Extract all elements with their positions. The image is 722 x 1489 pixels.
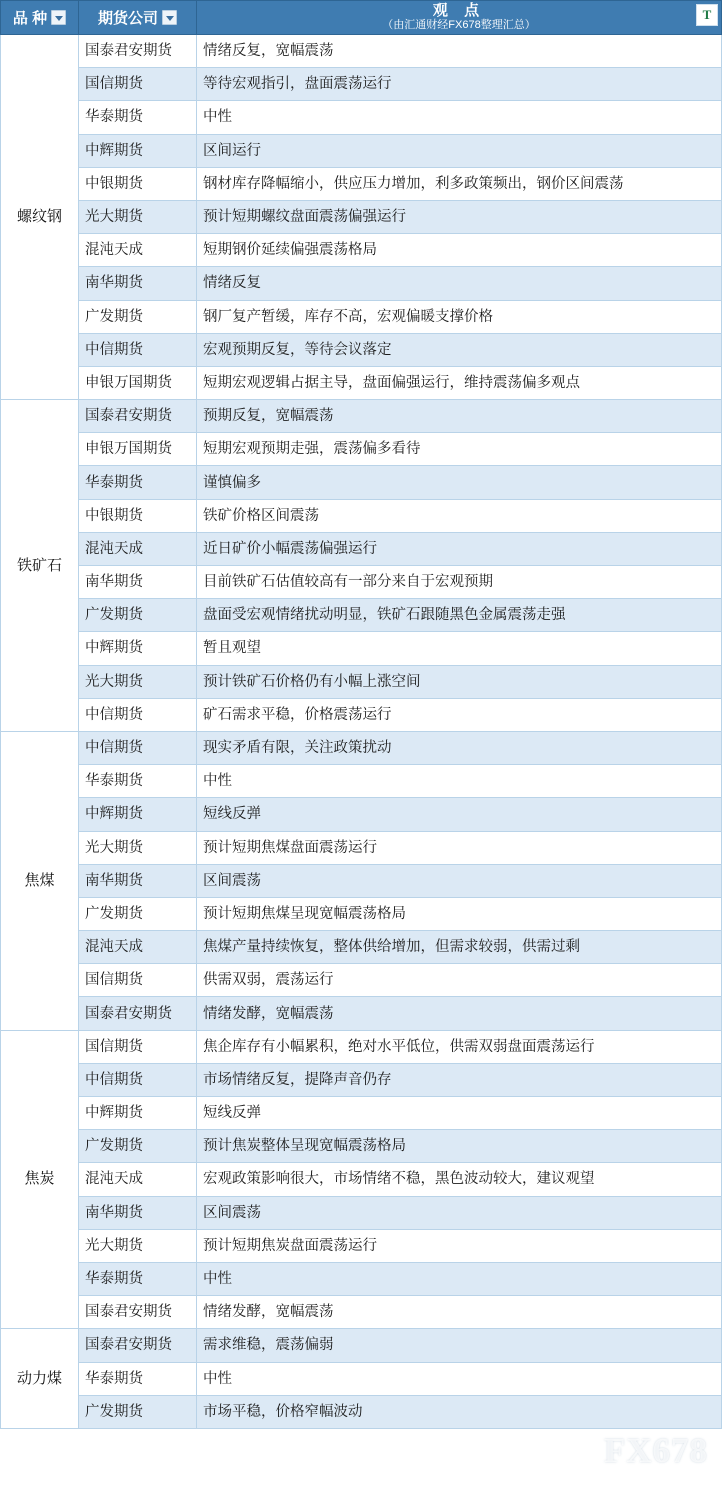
- column-header-firm[interactable]: [79, 1, 197, 35]
- column-header-view-source: （由汇通财经FX678整理汇总）: [382, 19, 536, 31]
- cell-firm: 南华期货: [79, 864, 197, 897]
- cell-firm: 广发期货: [79, 300, 197, 333]
- cell-firm: 国泰君安期货: [79, 997, 197, 1030]
- cell-view: 预计焦炭整体呈现宽幅震荡格局: [197, 1130, 722, 1163]
- cell-view: 短期钢价延续偏强震荡格局: [197, 234, 722, 267]
- table-header-row: [1, 1, 722, 35]
- table-row: [1, 566, 722, 599]
- table-row: [1, 1097, 722, 1130]
- cell-view: 中性: [197, 101, 722, 134]
- cell-view: 需求维稳，震荡偏弱: [197, 1329, 722, 1362]
- cell-view: 宏观政策影响很大，市场情绪不稳，黑色波动较大，建议观望: [197, 1163, 722, 1196]
- table-row: [1, 1030, 722, 1063]
- cell-firm: 南华期货: [79, 566, 197, 599]
- cell-firm: 国泰君安期货: [79, 35, 197, 68]
- cell-view: 供需双弱，震荡运行: [197, 964, 722, 997]
- cell-view: 预计短期焦煤呈现宽幅震荡格局: [197, 897, 722, 930]
- cell-view: 盘面受宏观情绪扰动明显，铁矿石跟随黑色金属震荡走强: [197, 599, 722, 632]
- table-row: [1, 731, 722, 764]
- cell-firm: 国泰君安期货: [79, 1296, 197, 1329]
- cell-firm: 中辉期货: [79, 798, 197, 831]
- cell-category: 焦煤: [1, 731, 79, 1030]
- cell-firm: 国泰君安期货: [79, 1329, 197, 1362]
- watermark-label: FX678: [603, 1431, 708, 1470]
- cell-category: 铁矿石: [1, 400, 79, 732]
- cell-view: 短线反弹: [197, 1097, 722, 1130]
- cell-firm: 混沌天成: [79, 931, 197, 964]
- cell-firm: 南华期货: [79, 267, 197, 300]
- cell-category: 螺纹钢: [1, 35, 79, 400]
- table-row: [1, 831, 722, 864]
- cell-firm: 华泰期货: [79, 466, 197, 499]
- cell-view: 钢厂复产暂缓，库存不高，宏观偏暖支撑价格: [197, 300, 722, 333]
- cell-firm: 广发期货: [79, 1395, 197, 1428]
- table-row: [1, 864, 722, 897]
- table-row: [1, 466, 722, 499]
- cell-view: 预计短期螺纹盘面震荡偏强运行: [197, 200, 722, 233]
- cell-firm: 华泰期货: [79, 765, 197, 798]
- cell-category: 焦炭: [1, 1030, 79, 1329]
- cell-view: 区间运行: [197, 134, 722, 167]
- cell-firm: 广发期货: [79, 1130, 197, 1163]
- table-row: [1, 897, 722, 930]
- table-row: [1, 1395, 722, 1428]
- table-row: [1, 1163, 722, 1196]
- cell-firm: 中银期货: [79, 499, 197, 532]
- cell-view: 情绪反复: [197, 267, 722, 300]
- filter-dropdown-icon-category[interactable]: [51, 10, 66, 25]
- table-row: [1, 1362, 722, 1395]
- cell-view: 市场平稳，价格窄幅波动: [197, 1395, 722, 1428]
- table-row: [1, 931, 722, 964]
- cell-view: 预计短期焦煤盘面震荡运行: [197, 831, 722, 864]
- cell-firm: 南华期货: [79, 1196, 197, 1229]
- column-header-firm-label: 期货公司: [97, 10, 158, 27]
- cell-view: 预计短期焦炭盘面震荡运行: [197, 1229, 722, 1262]
- cell-firm: 国泰君安期货: [79, 400, 197, 433]
- cell-view: 铁矿价格区间震荡: [197, 499, 722, 532]
- cell-firm: 中信期货: [79, 333, 197, 366]
- table-row: [1, 300, 722, 333]
- cell-view: 短期宏观预期走强，震荡偏多看待: [197, 433, 722, 466]
- table-row: [1, 499, 722, 532]
- table-row: [1, 366, 722, 399]
- cell-view: 预期反复，宽幅震荡: [197, 400, 722, 433]
- cell-view: 市场情绪反复，提降声音仍存: [197, 1063, 722, 1096]
- table-row: [1, 400, 722, 433]
- cell-view: 中性: [197, 1262, 722, 1295]
- table-row: [1, 698, 722, 731]
- cell-firm: 混沌天成: [79, 1163, 197, 1196]
- cell-firm: 中信期货: [79, 731, 197, 764]
- cell-firm: 华泰期货: [79, 101, 197, 134]
- cell-view: 短线反弹: [197, 798, 722, 831]
- table-row: [1, 1196, 722, 1229]
- table-row: [1, 134, 722, 167]
- table-row: [1, 333, 722, 366]
- table-row: [1, 997, 722, 1030]
- cell-view: 预计铁矿石价格仍有小幅上涨空间: [197, 665, 722, 698]
- cell-firm: 国信期货: [79, 964, 197, 997]
- table-row: [1, 68, 722, 101]
- cell-view: 近日矿价小幅震荡偏强运行: [197, 532, 722, 565]
- table-row: [1, 267, 722, 300]
- cell-view: 焦企库存有小幅累积，绝对水平低位，供需双弱盘面震荡运行: [197, 1030, 722, 1063]
- cell-view: 谨慎偏多: [197, 466, 722, 499]
- cell-firm: 中信期货: [79, 698, 197, 731]
- cell-firm: 华泰期货: [79, 1362, 197, 1395]
- cell-firm: 申银万国期货: [79, 366, 197, 399]
- cell-firm: 中辉期货: [79, 134, 197, 167]
- cell-view: 区间震荡: [197, 864, 722, 897]
- table-row: [1, 1229, 722, 1262]
- cell-firm: 华泰期货: [79, 1262, 197, 1295]
- cell-category: 动力煤: [1, 1329, 79, 1429]
- cell-firm: 混沌天成: [79, 532, 197, 565]
- cell-firm: 光大期货: [79, 200, 197, 233]
- cell-firm: 国信期货: [79, 68, 197, 101]
- table-row: [1, 632, 722, 665]
- cell-view: 中性: [197, 1362, 722, 1395]
- cell-view: 情绪反复，宽幅震荡: [197, 35, 722, 68]
- cell-firm: 光大期货: [79, 1229, 197, 1262]
- cell-firm: 中辉期货: [79, 632, 197, 665]
- cell-firm: 中银期货: [79, 167, 197, 200]
- cell-view: 情绪发酵，宽幅震荡: [197, 997, 722, 1030]
- table-row: [1, 167, 722, 200]
- cell-view: 短期宏观逻辑占据主导，盘面偏强运行，维持震荡偏多观点: [197, 366, 722, 399]
- table-row: [1, 35, 722, 68]
- table-row: [1, 798, 722, 831]
- cell-firm: 光大期货: [79, 831, 197, 864]
- cell-view: 宏观预期反复，等待会议落定: [197, 333, 722, 366]
- table-row: [1, 1063, 722, 1096]
- cell-view: 目前铁矿石估值较高有一部分来自于宏观预期: [197, 566, 722, 599]
- cell-view: 钢材库存降幅缩小，供应压力增加，利多政策频出，钢价区间震荡: [197, 167, 722, 200]
- cell-view: 矿石需求平稳，价格震荡运行: [197, 698, 722, 731]
- cell-view: 情绪发酵，宽幅震荡: [197, 1296, 722, 1329]
- cell-firm: 国信期货: [79, 1030, 197, 1063]
- cell-view: 区间震荡: [197, 1196, 722, 1229]
- column-header-view-label: 观 点: [432, 2, 486, 19]
- cell-firm: 申银万国期货: [79, 433, 197, 466]
- cell-firm: 混沌天成: [79, 234, 197, 267]
- table-row: [1, 765, 722, 798]
- cell-view: 焦煤产量持续恢复，整体供给增加，但需求较弱，供需过剩: [197, 931, 722, 964]
- table-row: [1, 532, 722, 565]
- cell-firm: 广发期货: [79, 897, 197, 930]
- cell-view: 中性: [197, 765, 722, 798]
- cell-view: 现实矛盾有限，关注政策扰动: [197, 731, 722, 764]
- table-row: [1, 1329, 722, 1362]
- table-row: [1, 1130, 722, 1163]
- table-row: [1, 234, 722, 267]
- table-row: [1, 665, 722, 698]
- table-row: [1, 200, 722, 233]
- filter-dropdown-icon-firm[interactable]: [162, 10, 177, 25]
- table-row: [1, 433, 722, 466]
- cell-firm: 中信期货: [79, 1063, 197, 1096]
- table-row: [1, 964, 722, 997]
- cell-firm: 光大期货: [79, 665, 197, 698]
- table-row: [1, 599, 722, 632]
- cell-firm: 广发期货: [79, 599, 197, 632]
- table-row: [1, 101, 722, 134]
- excel-badge-icon: T: [696, 4, 718, 26]
- column-header-category-label: 品 种: [12, 10, 48, 27]
- table-row: [1, 1296, 722, 1329]
- cell-firm: 中辉期货: [79, 1097, 197, 1130]
- cell-view: 等待宏观指引，盘面震荡运行: [197, 68, 722, 101]
- cell-view: 暂且观望: [197, 632, 722, 665]
- column-header-category[interactable]: [1, 1, 79, 35]
- table-body: [1, 35, 722, 1429]
- column-header-view: [197, 1, 722, 35]
- table-row: [1, 1262, 722, 1295]
